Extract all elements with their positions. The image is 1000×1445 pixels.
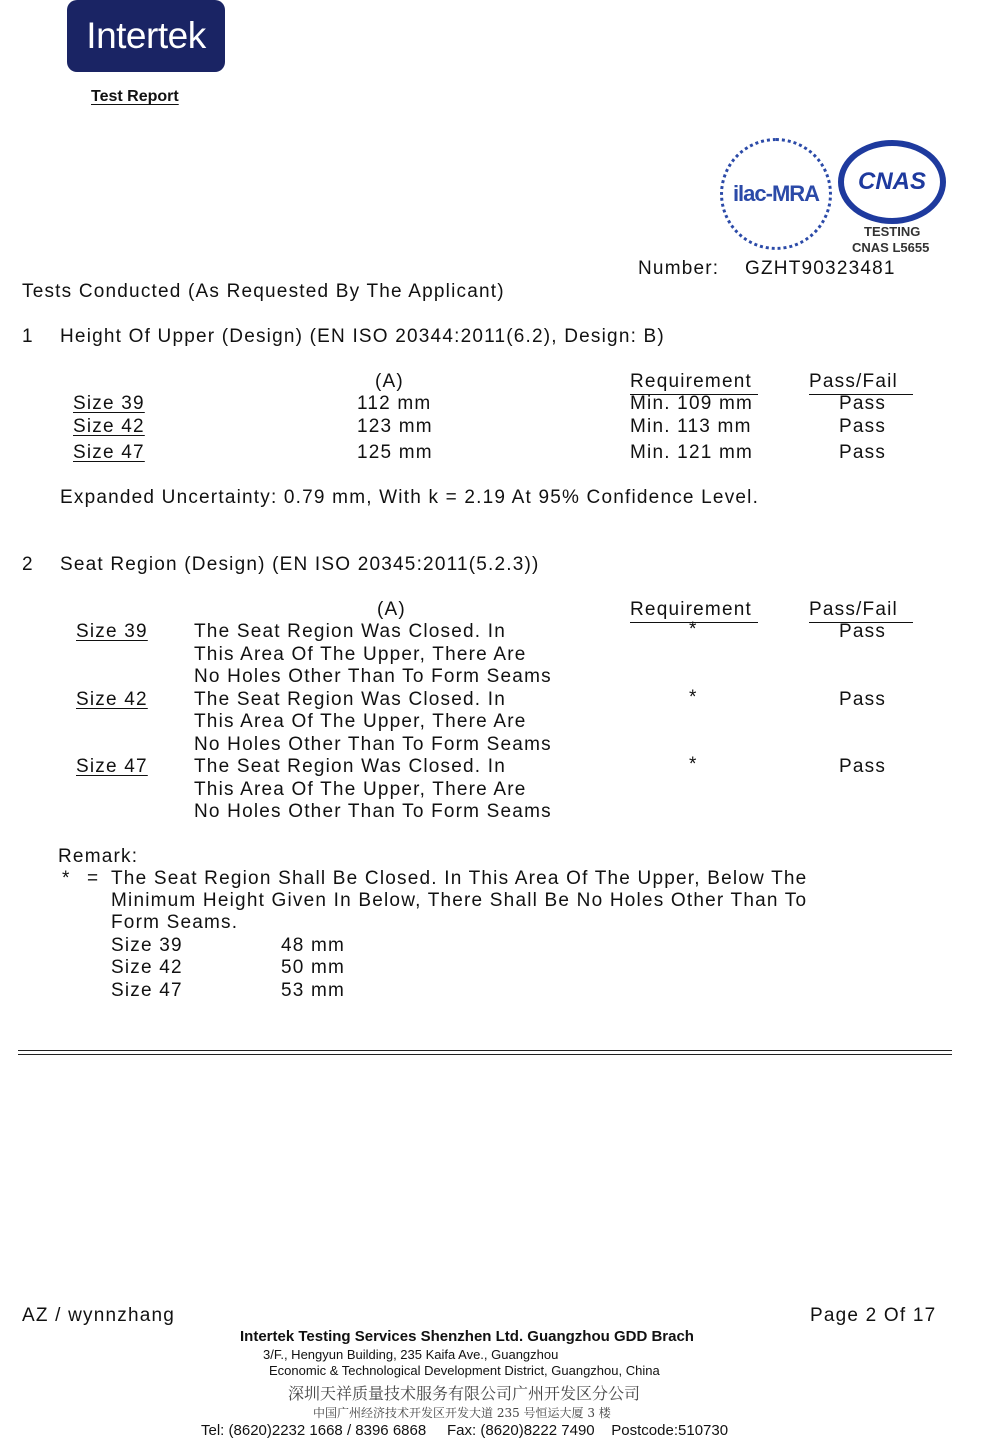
col-a: (A) bbox=[375, 371, 404, 392]
result-cell: Pass bbox=[839, 393, 887, 414]
remark-line: The Seat Region Shall Be Closed. In This Area Of The Upper, Below The bbox=[111, 868, 808, 889]
col-requirement: Requirement bbox=[630, 371, 758, 395]
remark-size: Size 42 bbox=[111, 957, 183, 978]
address-line: 3/F., Hengyun Building, 235 Kaifa Ave., Guangzhou bbox=[263, 1347, 559, 1362]
remark-value: 48 mm bbox=[281, 935, 346, 956]
logo-text: Intertek bbox=[86, 15, 206, 56]
test1-title: Height Of Upper (Design) (EN ISO 20344:2011(6.2), Design: B) bbox=[60, 326, 665, 347]
col-pass-fail: Pass/Fail bbox=[809, 371, 913, 395]
size-cell: Size 47 bbox=[73, 442, 145, 463]
cnas-logo bbox=[838, 140, 946, 224]
requirement-cell: Min. 121 mm bbox=[630, 442, 754, 463]
size-cell: Size 42 bbox=[73, 416, 145, 437]
remark-star: * bbox=[62, 868, 71, 889]
value-cell: No Holes Other Than To Form Seams bbox=[194, 666, 552, 687]
value-cell: This Area Of The Upper, There Are bbox=[194, 779, 527, 800]
report-number: GZHT90323481 bbox=[745, 258, 896, 279]
value-cell: No Holes Other Than To Form Seams bbox=[194, 801, 552, 822]
company-name: Intertek Testing Services Shenzhen Ltd. Guangzhou GDD Brach bbox=[240, 1328, 694, 1345]
result-cell: Pass bbox=[839, 689, 887, 710]
size-cell: Size 39 bbox=[76, 621, 148, 642]
chinese-company-name: 深圳天祥质量技术服务有限公司广州开发区分公司 bbox=[288, 1384, 641, 1403]
remark-line: Form Seams. bbox=[111, 912, 239, 933]
report-title: Test Report bbox=[91, 88, 179, 105]
value-cell: The Seat Region Was Closed. In bbox=[194, 756, 506, 777]
test2-title: Seat Region (Design) (EN ISO 20345:2011(5.2.3)) bbox=[60, 554, 540, 575]
requirement-cell: * bbox=[689, 619, 698, 640]
col-pass-fail: Pass/Fail bbox=[809, 599, 913, 623]
test1-number: 1 bbox=[22, 326, 34, 347]
size-cell: Size 47 bbox=[76, 756, 148, 777]
remark-value: 50 mm bbox=[281, 957, 346, 978]
remark-equals: = bbox=[87, 868, 100, 889]
requirement-cell: * bbox=[689, 687, 698, 708]
result-cell: Pass bbox=[839, 442, 887, 463]
page-number: Page 2 Of 17 bbox=[810, 1305, 937, 1326]
address-line: Economic & Technological Development District, Guangzhou, China bbox=[269, 1363, 660, 1378]
ilac-text: ilac-MRA bbox=[732, 181, 820, 206]
result-cell: Pass bbox=[839, 756, 887, 777]
requirement-cell: Min. 113 mm bbox=[630, 416, 752, 437]
author: AZ / wynnzhang bbox=[22, 1305, 176, 1326]
intertek-logo bbox=[67, 0, 225, 72]
value-cell: This Area Of The Upper, There Are bbox=[194, 711, 527, 732]
size-cell: Size 39 bbox=[73, 393, 145, 414]
test2-number: 2 bbox=[22, 554, 34, 575]
result-cell: Pass bbox=[839, 416, 887, 437]
value-cell: No Holes Other Than To Form Seams bbox=[194, 734, 552, 755]
uncertainty-note: Expanded Uncertainty: 0.79 mm, With k = 2.19 At 95% Confidence Level. bbox=[60, 487, 760, 508]
cnas-number: CNAS L5655 bbox=[852, 240, 930, 255]
value-cell: 125 mm bbox=[357, 442, 433, 463]
cnas-testing: TESTING bbox=[864, 224, 921, 239]
number-label: Number: bbox=[638, 258, 720, 279]
value-cell: The Seat Region Was Closed. In bbox=[194, 621, 506, 642]
remark-value: 53 mm bbox=[281, 980, 346, 1001]
result-cell: Pass bbox=[839, 621, 887, 642]
cnas-text: CNAS bbox=[857, 168, 926, 195]
double-divider bbox=[18, 1050, 952, 1055]
ilac-mra-logo bbox=[720, 138, 832, 250]
contact-line: Tel: (8620)2232 1668 / 8396 6868 Fax: (8620)8222 7490 Postcode:510730 bbox=[201, 1422, 729, 1439]
chinese-address: 中国广州经济技术开发区开发大道 235 号恒运大厦 3 楼 bbox=[313, 1406, 611, 1420]
value-cell: 123 mm bbox=[357, 416, 433, 437]
value-cell: This Area Of The Upper, There Are bbox=[194, 644, 527, 665]
remark-size: Size 47 bbox=[111, 980, 183, 1001]
col-a: (A) bbox=[377, 599, 406, 620]
size-cell: Size 42 bbox=[76, 689, 148, 710]
col-requirement: Requirement bbox=[630, 599, 758, 623]
intro-heading: Tests Conducted (As Requested By The Applicant) bbox=[22, 281, 505, 302]
remark-line: Minimum Height Given In Below, There Shall Be No Holes Other Than To bbox=[111, 890, 808, 911]
remark-size: Size 39 bbox=[111, 935, 183, 956]
value-cell: 112 mm bbox=[357, 393, 432, 414]
value-cell: The Seat Region Was Closed. In bbox=[194, 689, 506, 710]
requirement-cell: Min. 109 mm bbox=[630, 393, 754, 414]
requirement-cell: * bbox=[689, 754, 698, 775]
remark-label: Remark: bbox=[58, 846, 139, 867]
